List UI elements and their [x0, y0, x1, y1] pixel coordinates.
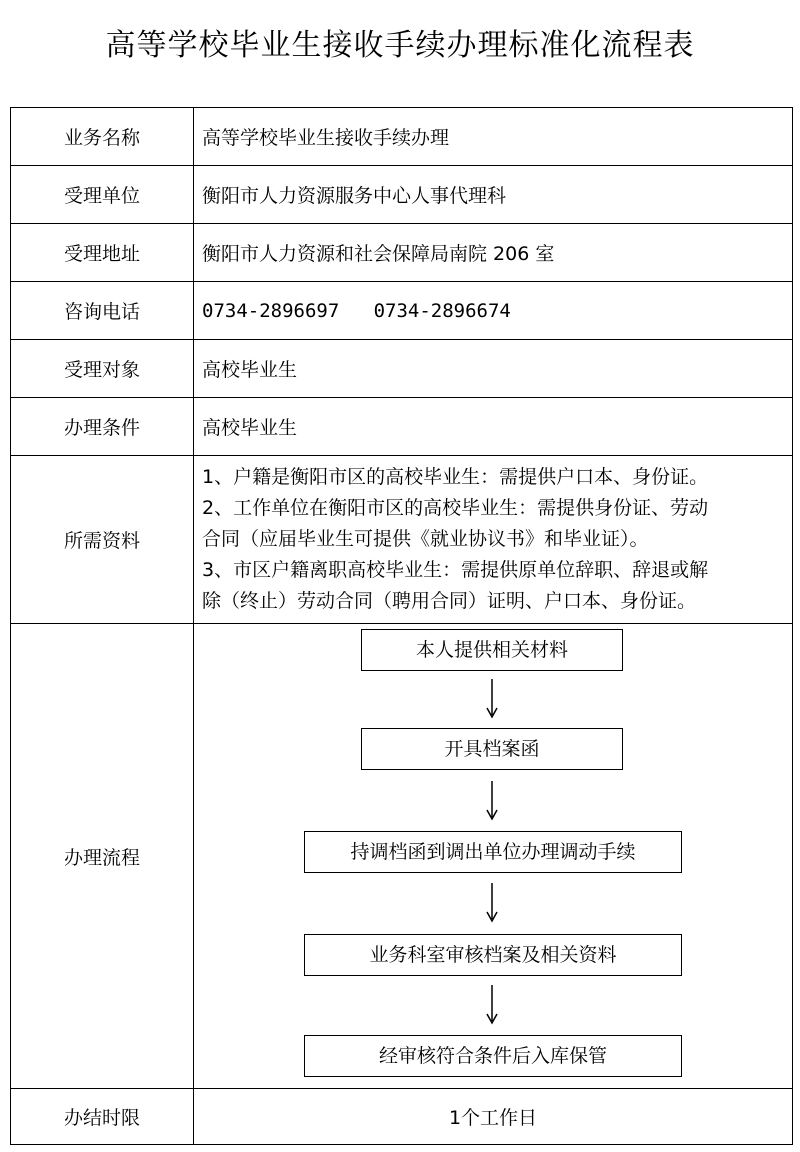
process-flowchart	[194, 624, 793, 1089]
flow-step-1: 本人提供相关材料	[361, 629, 623, 671]
arrow-down-icon	[485, 883, 499, 923]
table-row	[11, 624, 793, 1089]
time-limit-value: 1个工作日	[194, 1089, 793, 1145]
target-value: 高校毕业生	[194, 340, 793, 398]
time-limit-label: 办结时限	[11, 1089, 194, 1145]
table-row	[11, 282, 793, 340]
unit-label: 受理单位	[11, 166, 194, 224]
materials-line: 1、户籍是衡阳市区的高校毕业生：需提供户口本、身份证。	[202, 466, 709, 488]
conditions-value: 高校毕业生	[194, 398, 793, 456]
table-row	[11, 1089, 793, 1145]
table-row	[11, 398, 793, 456]
table-row	[11, 224, 793, 282]
address-label: 受理地址	[11, 224, 194, 282]
materials-line: 2、工作单位在衡阳市区的高校毕业生：需提供身份证、劳动	[202, 497, 709, 519]
materials-value	[194, 456, 793, 624]
unit-value: 衡阳市人力资源服务中心人事代理科	[194, 166, 793, 224]
phone-value: 0734-2896697 0734-2896674	[194, 282, 793, 340]
table-row	[11, 456, 793, 624]
process-table	[10, 107, 793, 1145]
table-row	[11, 166, 793, 224]
materials-line: 3、市区户籍离职高校毕业生：需提供原单位辞职、辞退或解	[202, 559, 709, 581]
flow-step-3: 持调档函到调出单位办理调动手续	[304, 831, 682, 873]
conditions-label: 办理条件	[11, 398, 194, 456]
table-row	[11, 340, 793, 398]
target-label: 受理对象	[11, 340, 194, 398]
arrow-down-icon	[485, 781, 499, 821]
flow-step-2: 开具档案函	[361, 728, 623, 770]
arrow-down-icon	[485, 679, 499, 719]
materials-line: 合同（应届毕业生可提供《就业协议书》和毕业证）。	[202, 528, 649, 550]
address-value: 衡阳市人力资源和社会保障局南院 206 室	[194, 224, 793, 282]
materials-label: 所需资料	[11, 456, 194, 624]
page-title: 高等学校毕业生接收手续办理标准化流程表	[105, 28, 695, 63]
flow-step-4: 业务科室审核档案及相关资料	[304, 934, 682, 976]
phone-label: 咨询电话	[11, 282, 194, 340]
flow-step-5: 经审核符合条件后入库保管	[304, 1035, 682, 1077]
service-name-value: 高等学校毕业生接收手续办理	[194, 108, 793, 166]
arrow-down-icon	[485, 985, 499, 1025]
service-name-label: 业务名称	[11, 108, 194, 166]
materials-line: 除（终止）劳动合同（聘用合同）证明、户口本、身份证。	[202, 590, 697, 612]
table-row	[11, 108, 793, 166]
process-label: 办理流程	[11, 624, 194, 1089]
